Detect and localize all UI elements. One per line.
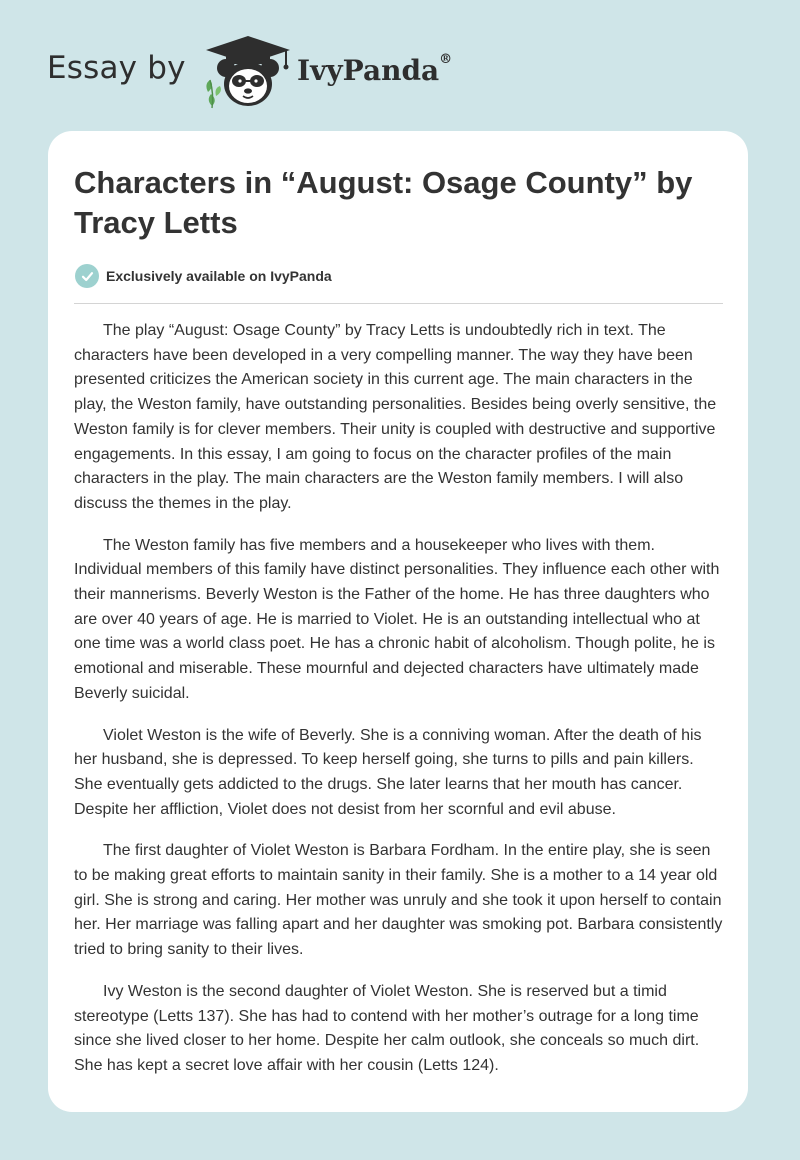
badge-label: Exclusively available on IvyPanda	[106, 268, 332, 284]
exclusive-badge	[75, 264, 332, 288]
paragraph: The first daughter of Violet Weston is Barbara Fordham. In the entire play, she is seen to be making great efforts to maintain sanity in their family. She is a mother to a 14 year old girl. She is strong and caring. Her mother was unruly and she took it upon herself to contain her. Her marriage was falling apart and her daughter was smoking pot. Barbara consistently tried to bring sanity to their lives.	[74, 842, 723, 959]
essay-card	[48, 131, 748, 1112]
registered-mark: ®	[439, 52, 453, 67]
essay-by-label: Essay by	[47, 50, 186, 86]
page-title: Characters in “August: Osage County” by Tracy Letts	[74, 165, 693, 240]
brand-label: IvyPanda	[297, 54, 440, 87]
divider	[74, 303, 723, 304]
paragraph: Ivy Weston is the second daughter of Violet Weston. She is reserved but a timid stereotype (Letts 137). She has had to contend with her mother’s outrage for a long time since she lived closer to her home. Despite her calm outlook, she conceals so much dirt. She has kept a secret love affair with her cousin (Letts 124).	[74, 982, 700, 1074]
check-icon	[75, 264, 99, 288]
site-header	[47, 34, 507, 114]
paragraph: The play “August: Osage County” by Tracy Letts is undoubtedly rich in text. The characters have been developed in a very compelling manner. The way they have been presented criticizes the American society in this current age. The main characters in the play, the Weston family, have outstanding personalities. Besides being overly sensitive, the Weston family is for clever members. Their unity is coupled with destructive and supportive engagements. In this essay, I am going to focus on the character profiles of the main characters in the play. The main characters are the Weston family members. I will also discuss the themes in the play.	[74, 322, 717, 512]
brand-name[interactable]	[297, 54, 452, 87]
paragraph: Violet Weston is the wife of Beverly. She is a conniving woman. After the death of his her husband, she is depressed. To keep herself going, she turns to pills and pain killers. She eventually gets addicted to the drugs. She later learns that her mouth has cancer. Despite her affliction, Violet does not desist from her scornful and evil abuse.	[74, 726, 702, 818]
panda-graduate-icon[interactable]	[202, 34, 294, 110]
paragraph: The Weston family has five members and a housekeeper who lives with them. Individual members of this family have distinct personalities. They influence each other with their mannerisms. Beverly Weston is the Father of the home. He has three daughters who are over 40 years of age. He is married to Violet. He is an outstanding intellectual who at one time was a world class poet. He has a chronic habit of alcoholism. Though polite, he is emotional and miserable. These mournful and dejected characters have ultimately made Beverly suicidal.	[74, 536, 720, 702]
essay-body	[74, 319, 724, 1096]
